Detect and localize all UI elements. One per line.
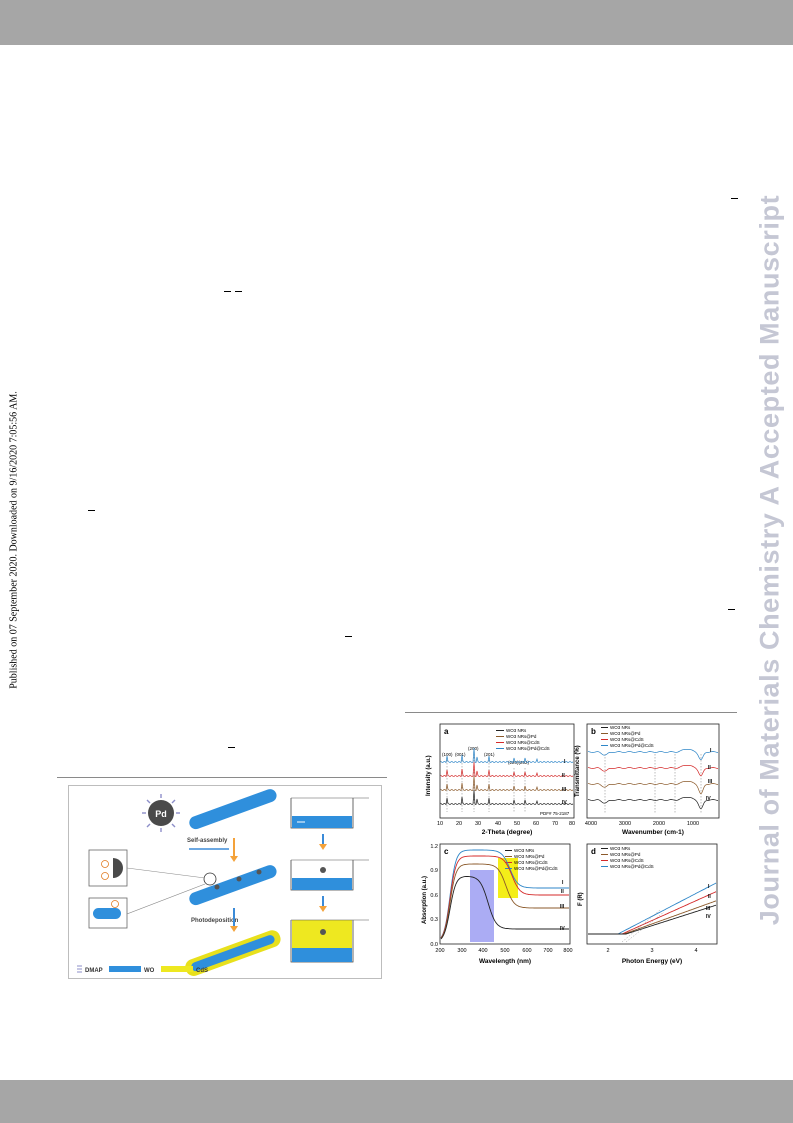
panel-b-legend-3: WO3 NRs@CdS xyxy=(610,737,644,742)
text-dash xyxy=(228,747,235,748)
panel-b-legend-4: WO3 NRs@Pd@CdS xyxy=(610,743,654,748)
legend-dmap: DMAP xyxy=(85,968,103,974)
text-dash xyxy=(345,636,352,637)
panel-d-letter: d xyxy=(591,847,596,856)
panel-c-roman-3: III xyxy=(560,904,565,910)
panel-a-roman-1: I xyxy=(564,759,566,765)
download-stamp-text: Published on 07 September 2020. Downloaded on 9/16/2020 7:05:56 AM. xyxy=(8,391,20,689)
panel-a-legend-4: WO3 NRs@Pd@CdS xyxy=(506,746,550,751)
panel-d-xtick: 2 xyxy=(606,948,610,954)
footer-bar xyxy=(0,1080,793,1123)
panel-d-legend-2: WO3 NRs@Pd xyxy=(610,852,641,857)
panel-b-legend-2: WO3 NRs@Pd xyxy=(610,731,641,736)
panel-c-ytick: 0.0 xyxy=(430,942,438,948)
panel-c-legend-1: WO3 NRs xyxy=(514,848,535,853)
panel-a-legend-3: WO3 NRs@CdS xyxy=(506,740,540,745)
panel-b-xlabel: Wavenumber (cm-1) xyxy=(622,829,684,836)
legend-cds: CdS xyxy=(196,968,208,974)
panel-c-roman-4: IV xyxy=(560,926,565,932)
panel-b-roman-2: II xyxy=(708,765,711,771)
text-dash xyxy=(88,510,95,511)
panel-a xyxy=(426,724,575,836)
panel-a-xlabel: 2-Theta (degree) xyxy=(481,829,533,836)
panel-b-letter: b xyxy=(591,727,596,736)
panel-c-ytick: 0.3 xyxy=(430,917,438,923)
panel-b-xtick: 2000 xyxy=(652,821,666,827)
panel-a-xtick: 10 xyxy=(436,821,444,827)
peak-001: (001) xyxy=(455,752,466,757)
panel-b-xtick: 3000 xyxy=(618,821,632,827)
panel-a-roman-3: III xyxy=(562,787,567,793)
panel-a-ylabel: Intensity (a.u.) xyxy=(426,755,432,796)
panel-d xyxy=(578,844,717,965)
header-bar xyxy=(0,0,793,45)
panel-d-xlabel: Photon Energy (eV) xyxy=(621,958,683,965)
panel-b-ylabel: Transmittance (%) xyxy=(575,745,581,797)
uv-region-highlight xyxy=(470,870,494,942)
panel-b-roman-4: IV xyxy=(706,796,711,802)
pd-label: Pd xyxy=(155,809,167,819)
text-dash xyxy=(728,609,735,610)
peak-200: (200) xyxy=(468,746,479,751)
panel-c-xtick: 200 xyxy=(435,948,445,954)
panel-d-legend-3: WO3 NRs@CdS xyxy=(610,858,644,863)
panel-a-xtick: 20 xyxy=(455,821,463,827)
panel-d-legend-4: WO3 NRs@Pd@CdS xyxy=(610,864,654,869)
panel-b xyxy=(575,724,719,836)
panel-d-xtick: 4 xyxy=(694,948,698,954)
wo3-nanorod xyxy=(187,787,278,831)
panel-c-ytick: 0.9 xyxy=(430,868,438,874)
panel-c-xtick: 400 xyxy=(478,948,488,954)
panel-d-roman-1: I xyxy=(708,884,710,890)
container-1 xyxy=(291,798,353,828)
peak-220-202: (220)(202) xyxy=(508,760,530,765)
panel-d-roman-4: IV xyxy=(706,914,711,920)
peak-100: (100) xyxy=(442,752,453,757)
panel-a-xtick: 70 xyxy=(551,821,559,827)
panel-d-ylabel: F (R) xyxy=(578,892,584,906)
panel-a-legend-2: WO3 NRs@Pd xyxy=(506,734,537,739)
figure-rule-left xyxy=(57,777,387,778)
panel-c-letter: c xyxy=(444,847,449,856)
panel-c-legend-4: WO3 NRs@Pd@CdS xyxy=(514,866,558,871)
self-assembly-label: Self-assembly xyxy=(187,838,228,844)
legend-wo3: WO xyxy=(144,968,155,974)
panel-a-xtick: 30 xyxy=(474,821,482,827)
panel-b-roman-3: III xyxy=(708,779,713,785)
panel-d-roman-3: III xyxy=(706,906,711,912)
panel-c-xtick: 800 xyxy=(563,948,573,954)
pd-nanoparticle xyxy=(142,794,180,832)
panel-d-roman-2: II xyxy=(708,894,711,900)
panel-c-ytick: 1.2 xyxy=(430,844,438,850)
panel-a-xtick: 80 xyxy=(568,821,576,827)
panel-a-roman-2: II xyxy=(562,773,565,779)
panel-b-legend-1: WO3 NRs xyxy=(610,725,631,730)
panel-c-xtick: 300 xyxy=(457,948,467,954)
text-dash xyxy=(224,291,231,292)
panel-a-xtick: 40 xyxy=(494,821,502,827)
panel-c-legend-3: WO3 NRs@CdS xyxy=(514,860,548,865)
text-dash xyxy=(731,198,738,199)
panel-d-xtick: 3 xyxy=(650,948,654,954)
panel-c-xtick: 700 xyxy=(543,948,553,954)
container-3 xyxy=(291,920,353,962)
photodeposition-label: Photodeposition xyxy=(191,918,239,924)
peak-201: (201) xyxy=(484,752,495,757)
pdf-card: PDF# 75-2187 xyxy=(540,811,570,816)
container-2 xyxy=(291,860,353,890)
panel-c-xlabel: Wavelength (nm) xyxy=(478,958,532,965)
panel-a-letter: a xyxy=(444,727,449,736)
panel-a-xtick: 50 xyxy=(513,821,521,827)
panel-c-xtick: 600 xyxy=(522,948,532,954)
text-dash xyxy=(235,291,242,292)
figure-rule-right xyxy=(405,712,737,713)
panel-a-xtick: 60 xyxy=(532,821,540,827)
panel-c-xtick: 500 xyxy=(500,948,510,954)
panel-b-xtick: 4000 xyxy=(584,821,598,827)
panel-b-roman-1: I xyxy=(710,748,712,754)
panel-a-roman-4: IV xyxy=(562,800,567,806)
characterization-figure xyxy=(412,720,722,975)
journal-watermark-text: Journal of Materials Chemistry A Accepted Manuscript xyxy=(754,194,785,926)
panel-a-legend-1: WO3 NRs xyxy=(506,728,527,733)
synthesis-scheme xyxy=(68,785,382,979)
panel-c-ytick: 0.6 xyxy=(430,893,438,899)
panel-c-legend-2: WO3 NRs@Pd xyxy=(514,854,545,859)
panel-b-xtick: 1000 xyxy=(686,821,700,827)
panel-c xyxy=(422,844,573,965)
panel-c-ylabel: Absorption (a.u.) xyxy=(422,876,428,924)
panel-c-roman-2: II xyxy=(561,889,564,895)
panel-c-roman-1: I xyxy=(562,880,564,886)
panel-d-legend-1: WO3 NRs xyxy=(610,846,631,851)
